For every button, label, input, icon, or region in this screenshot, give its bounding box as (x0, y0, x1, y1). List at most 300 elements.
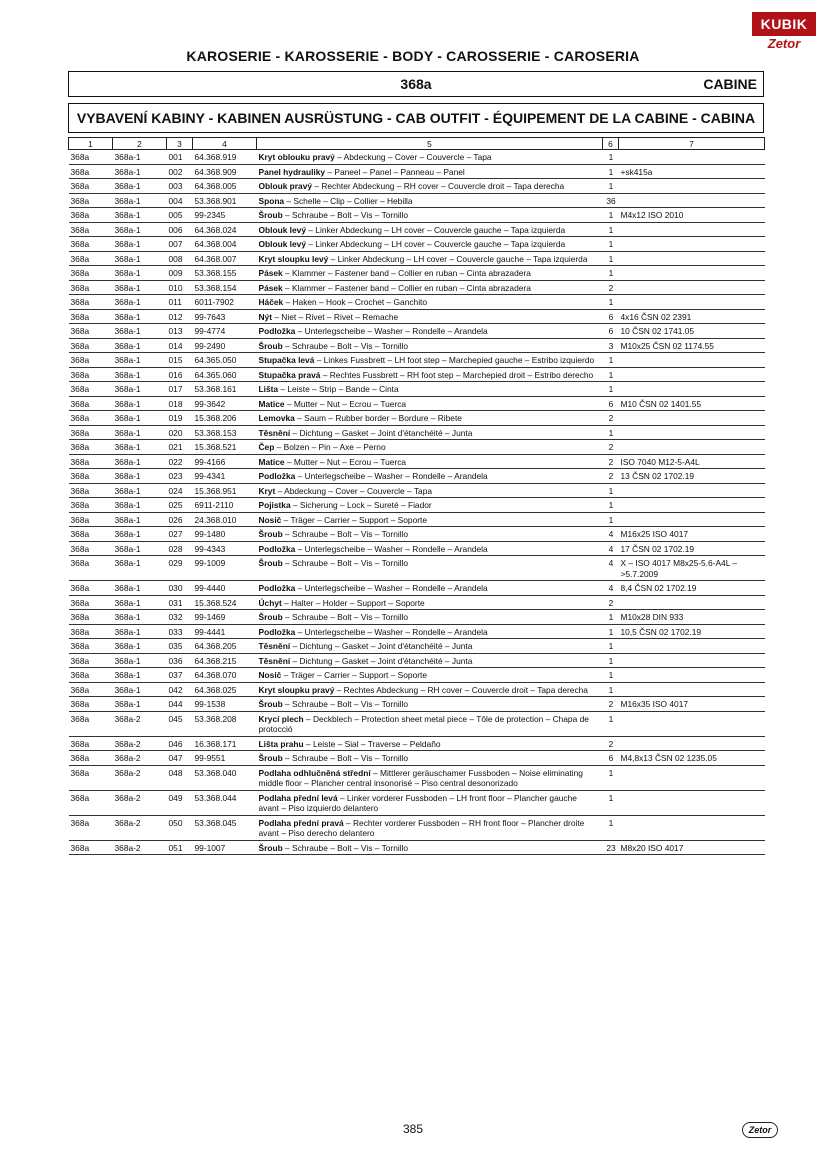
cell-figure: 368a-1 (113, 222, 167, 237)
cell-figure: 368a-1 (113, 581, 167, 596)
cell-figure: 368a-1 (113, 469, 167, 484)
cell-part-number: 15.368.521 (193, 440, 257, 455)
cell-figure: 368a-1 (113, 411, 167, 426)
cell-group: 368a (69, 469, 113, 484)
footer-zetor-logo: Zetor (742, 1122, 778, 1138)
cell-figure: 368a-1 (113, 193, 167, 208)
cell-note (619, 382, 765, 397)
description-name: Podložka (258, 326, 296, 336)
cell-group: 368a (69, 454, 113, 469)
cell-description (257, 309, 603, 324)
table-row (69, 653, 765, 668)
cell-part-number: 99-1469 (193, 610, 257, 625)
cell-figure: 368a-1 (113, 668, 167, 683)
cell-description (257, 411, 603, 426)
cell-part-number: 64.368.024 (193, 222, 257, 237)
description-name: Nosič (258, 670, 282, 680)
cell-group: 368a (69, 280, 113, 295)
cell-group: 368a (69, 751, 113, 766)
cell-note: M10x25 ČSN 02 1174.55 (619, 338, 765, 353)
cell-quantity: 4 (603, 556, 619, 581)
description-name: Oblouk pravý (258, 181, 313, 191)
cell-quantity: 4 (603, 581, 619, 596)
description-name: Šroub (258, 753, 283, 763)
cell-group: 368a (69, 498, 113, 513)
description-name: Matice (258, 456, 285, 467)
description-translations: – Linker vorderer Fussboden – LH front floor – Plancher gauche avant – Piso izquierdo delantero (258, 792, 577, 813)
table-row (69, 295, 765, 310)
cell-note (619, 595, 765, 610)
cell-position: 035 (167, 639, 193, 654)
description-translations: – Mutter – Nut – Ecrou – Tuerca (284, 456, 407, 467)
cell-description (257, 353, 603, 368)
table-row (69, 353, 765, 368)
cell-position: 010 (167, 280, 193, 295)
description-translations: – Schraube – Bolt – Vis – Tornillo (282, 340, 409, 351)
cell-description (257, 425, 603, 440)
description-name: Podložka (258, 626, 296, 637)
cell-description (257, 815, 603, 840)
cell-figure: 368a-1 (113, 353, 167, 368)
description-translations: – Dichtung – Gasket – Joint d'étanchéité – Junta (290, 641, 473, 651)
cell-group: 368a (69, 624, 113, 639)
cell-group: 368a (69, 150, 113, 165)
cell-group: 368a (69, 353, 113, 368)
cell-description (257, 295, 603, 310)
cell-position: 029 (167, 556, 193, 581)
cell-part-number: 99-4440 (193, 581, 257, 596)
cell-description (257, 653, 603, 668)
cell-position: 014 (167, 338, 193, 353)
cell-note: 10 ČSN 02 1741.05 (619, 324, 765, 339)
cell-quantity: 4 (603, 541, 619, 556)
page-number: 385 (402, 1122, 424, 1136)
cell-position: 018 (167, 396, 193, 411)
cell-description (257, 751, 603, 766)
cell-quantity: 2 (603, 736, 619, 751)
table-row (69, 193, 765, 208)
cell-quantity: 1 (603, 164, 619, 179)
table-row (69, 512, 765, 527)
table-row (69, 765, 765, 790)
table-row (69, 541, 765, 556)
cell-position: 003 (167, 179, 193, 194)
cell-position: 004 (167, 193, 193, 208)
cell-quantity: 1 (603, 711, 619, 736)
cell-part-number: 6911-2110 (193, 498, 257, 513)
description-translations: – Bolzen – Pin – Axe – Perno (274, 442, 386, 452)
cell-quantity: 1 (603, 266, 619, 281)
cell-figure: 368a-2 (113, 765, 167, 790)
cell-note (619, 193, 765, 208)
cell-part-number: 64.368.909 (193, 164, 257, 179)
cell-figure: 368a-1 (113, 624, 167, 639)
cell-part-number: 53.368.044 (193, 790, 257, 815)
cell-description (257, 668, 603, 683)
cell-note: M4x12 ISO 2010 (619, 208, 765, 223)
description-name: Šroub (258, 529, 283, 539)
cell-position: 008 (167, 251, 193, 266)
cell-figure: 368a-2 (113, 815, 167, 840)
cell-part-number: 99-1538 (193, 697, 257, 712)
cell-quantity: 2 (603, 469, 619, 484)
table-row (69, 338, 765, 353)
cell-position: 016 (167, 367, 193, 382)
cell-quantity: 1 (603, 624, 619, 639)
cell-description (257, 512, 603, 527)
description-name: Krycí plech (258, 713, 304, 724)
cell-quantity: 1 (603, 382, 619, 397)
cell-quantity: 2 (603, 697, 619, 712)
description-name: Lemovka (258, 413, 295, 423)
description-translations: – Schelle – Clip – Collier – Hebilla (284, 195, 413, 206)
table-row (69, 179, 765, 194)
cell-group: 368a (69, 164, 113, 179)
cell-group: 368a (69, 815, 113, 840)
description-translations: – Paneel – Panel – Panneau – Panel (325, 166, 465, 177)
table-row (69, 367, 765, 382)
cell-position: 024 (167, 483, 193, 498)
table-row (69, 309, 765, 324)
page-title: KAROSERIE - KAROSSERIE - BODY - CAROSSERIE - CAROSERIA (186, 48, 640, 64)
cell-description (257, 237, 603, 252)
cell-position: 009 (167, 266, 193, 281)
cell-note (619, 653, 765, 668)
cell-position: 047 (167, 751, 193, 766)
cell-note: M4,8x13 ČSN 02 1235.05 (619, 751, 765, 766)
description-name: Těsnění (258, 427, 291, 438)
cell-figure: 368a-1 (113, 440, 167, 455)
description-name: Těsnění (258, 655, 291, 666)
cell-quantity: 1 (603, 815, 619, 840)
description-translations: – Rechtes Abdeckung – RH cover – Couvercle droit – Tapa derecha (334, 684, 588, 695)
description-translations: – Haken – Hook – Crochet – Ganchito (283, 297, 428, 307)
cell-position: 001 (167, 150, 193, 165)
cell-position: 048 (167, 765, 193, 790)
description-translations: – Linker Abdeckung – LH cover – Couvercle gauche – Tapa izquierda (328, 253, 588, 264)
cell-description (257, 682, 603, 697)
cell-note (619, 251, 765, 266)
cell-group: 368a (69, 765, 113, 790)
table-row (69, 454, 765, 469)
logo-zetor: Zetor (767, 36, 801, 51)
cell-group: 368a (69, 411, 113, 426)
cell-description (257, 150, 603, 165)
cell-figure: 368a-1 (113, 208, 167, 223)
cell-description (257, 556, 603, 581)
description-translations: – Linker Abdeckung – LH cover – Couvercle gauche – Tapa izquierda (305, 224, 566, 235)
cell-note (619, 765, 765, 790)
cell-note (619, 668, 765, 683)
cell-group: 368a (69, 440, 113, 455)
cell-part-number: 64.368.005 (193, 179, 257, 194)
cell-quantity: 2 (603, 411, 619, 426)
cell-part-number: 64.368.004 (193, 237, 257, 252)
cell-quantity: 6 (603, 751, 619, 766)
cell-group: 368a (69, 595, 113, 610)
cell-note (619, 150, 765, 165)
cell-group: 368a (69, 840, 113, 855)
description-translations: – Träger – Carrier – Support – Soporte (281, 514, 428, 525)
cell-note (619, 711, 765, 736)
cell-position: 051 (167, 840, 193, 855)
cell-quantity: 1 (603, 367, 619, 382)
description-translations: – Rechter Abdeckung – RH cover – Couvercle droit – Tapa derecha (312, 181, 565, 191)
description-translations: – Dichtung – Gasket – Joint d'étanchéité – Junta (290, 655, 473, 666)
cell-figure: 368a-2 (113, 790, 167, 815)
cell-quantity: 1 (603, 790, 619, 815)
cell-part-number: 99-4341 (193, 469, 257, 484)
cell-quantity: 1 (603, 179, 619, 194)
cell-group: 368a (69, 251, 113, 266)
cell-position: 025 (167, 498, 193, 513)
cell-note (619, 280, 765, 295)
description-name: Kryt (258, 485, 276, 496)
description-name: Matice (258, 398, 285, 409)
cell-position: 049 (167, 790, 193, 815)
cell-figure: 368a-1 (113, 483, 167, 498)
cell-part-number: 64.368.007 (193, 251, 257, 266)
table-row (69, 610, 765, 625)
cell-note (619, 736, 765, 751)
cell-figure: 368a-1 (113, 295, 167, 310)
cell-note (619, 483, 765, 498)
cell-group: 368a (69, 338, 113, 353)
cell-part-number: 6011-7902 (193, 295, 257, 310)
cell-note: M10 ČSN 02 1401.55 (619, 396, 765, 411)
cell-figure: 368a-1 (113, 425, 167, 440)
cell-part-number: 16.368.171 (193, 736, 257, 751)
cell-part-number: 99-9551 (193, 751, 257, 766)
logo-kubik: KUBIK (752, 12, 816, 36)
table-row (69, 711, 765, 736)
description-name: Podlaha odhlučněná střední (258, 767, 371, 778)
cell-quantity: 1 (603, 251, 619, 266)
description-name: Háček (258, 297, 284, 307)
cell-group: 368a (69, 324, 113, 339)
cell-quantity: 6 (603, 324, 619, 339)
description-name: Pásek (258, 282, 283, 293)
cell-note: 17 ČSN 02 1702.19 (619, 541, 765, 556)
cell-position: 019 (167, 411, 193, 426)
cell-part-number: 99-7643 (193, 309, 257, 324)
table-row (69, 498, 765, 513)
cell-part-number: 99-1009 (193, 556, 257, 581)
cell-description (257, 736, 603, 751)
cell-quantity: 1 (603, 610, 619, 625)
cell-description (257, 840, 603, 855)
description-name: Nosič (258, 514, 282, 525)
table-row (69, 736, 765, 751)
description-translations: – Abdeckung – Cover – Couvercle – Tapa (275, 485, 433, 496)
cell-part-number: 15.368.951 (193, 483, 257, 498)
cell-figure: 368a-1 (113, 237, 167, 252)
cell-quantity: 4 (603, 527, 619, 542)
table-row (69, 483, 765, 498)
description-translations: – Klammer – Fastener band – Collier en ruban – Cinta abrazadera (282, 282, 531, 293)
description-translations: – Abdeckung – Cover – Couvercle – Tapa (334, 152, 492, 162)
cell-description (257, 581, 603, 596)
description-name: Nýt (258, 311, 272, 322)
description-translations: – Schraube – Bolt – Vis – Tornillo (282, 699, 409, 709)
description-translations: – Unterlegscheibe – Washer – Rondelle – Arandela (295, 583, 488, 593)
cell-note (619, 295, 765, 310)
cell-description (257, 338, 603, 353)
cell-position: 006 (167, 222, 193, 237)
cell-position: 012 (167, 309, 193, 324)
cell-group: 368a (69, 581, 113, 596)
cell-group: 368a (69, 736, 113, 751)
cell-position: 007 (167, 237, 193, 252)
cell-part-number: 53.368.901 (193, 193, 257, 208)
cell-description (257, 367, 603, 382)
cell-group: 368a (69, 425, 113, 440)
cell-note (619, 179, 765, 194)
cell-description (257, 765, 603, 790)
cell-figure: 368a-1 (113, 382, 167, 397)
cell-quantity: 1 (603, 222, 619, 237)
subtitle: VYBAVENÍ KABINY - KABINEN AUSRÜSTUNG - CAB OUTFIT - ÉQUIPEMENT DE LA CABINE - CABINA (76, 110, 756, 126)
cell-part-number: 53.368.153 (193, 425, 257, 440)
cell-figure: 368a-1 (113, 595, 167, 610)
cell-description (257, 483, 603, 498)
cell-part-number: 64.365.050 (193, 353, 257, 368)
table-row (69, 251, 765, 266)
cell-note (619, 815, 765, 840)
column-header: 3 (167, 138, 193, 150)
cell-group: 368a (69, 668, 113, 683)
cell-part-number: 53.368.155 (193, 266, 257, 281)
table-row (69, 668, 765, 683)
cell-note (619, 353, 765, 368)
cell-figure: 368a-2 (113, 736, 167, 751)
cell-figure: 368a-1 (113, 396, 167, 411)
description-name: Stupačka pravá (258, 369, 321, 380)
cell-description (257, 266, 603, 281)
cell-figure: 368a-2 (113, 711, 167, 736)
cell-description (257, 251, 603, 266)
parts-table (68, 137, 765, 855)
cell-quantity: 1 (603, 639, 619, 654)
cell-group: 368a (69, 512, 113, 527)
cell-figure: 368a-1 (113, 338, 167, 353)
description-translations: – Saum – Rubber border – Bordure – Ribete (294, 413, 462, 423)
description-name: Úchyt (258, 597, 282, 608)
cell-position: 046 (167, 736, 193, 751)
cell-description (257, 697, 603, 712)
table-row (69, 682, 765, 697)
cell-part-number: 53.368.208 (193, 711, 257, 736)
cell-description (257, 790, 603, 815)
description-name: Stupačka levá (258, 355, 315, 365)
cell-figure: 368a-1 (113, 697, 167, 712)
cell-position: 033 (167, 624, 193, 639)
column-header: 6 (603, 138, 619, 150)
description-translations: – Niet – Rivet – Rivet – Remache (272, 311, 399, 322)
cell-description (257, 610, 603, 625)
cell-description (257, 639, 603, 654)
cell-quantity: 23 (603, 840, 619, 855)
description-name: Lišta (258, 384, 279, 394)
cell-note: 13 ČSN 02 1702.19 (619, 469, 765, 484)
cell-position: 005 (167, 208, 193, 223)
cell-group: 368a (69, 309, 113, 324)
cell-part-number: 99-2490 (193, 338, 257, 353)
description-name: Oblouk levý (258, 224, 306, 235)
description-translations: – Sicherung – Lock – Sureté – Fiador (290, 500, 432, 510)
cell-quantity: 1 (603, 208, 619, 223)
description-name: Panel hydrauliky (258, 166, 326, 177)
cell-note: +sk415a (619, 164, 765, 179)
cell-figure: 368a-1 (113, 527, 167, 542)
cell-note (619, 425, 765, 440)
column-header: 1 (69, 138, 113, 150)
description-name: Kryt oblouku pravý (258, 152, 335, 162)
cell-position: 023 (167, 469, 193, 484)
cell-group: 368a (69, 653, 113, 668)
cell-part-number: 99-2345 (193, 208, 257, 223)
cell-figure: 368a-1 (113, 556, 167, 581)
cell-group: 368a (69, 295, 113, 310)
cell-group: 368a (69, 396, 113, 411)
cell-position: 026 (167, 512, 193, 527)
cell-quantity: 1 (603, 512, 619, 527)
cell-description (257, 280, 603, 295)
cell-figure: 368a-1 (113, 367, 167, 382)
description-translations: – Unterlegscheibe – Washer – Rondelle – Arandela (295, 326, 488, 336)
cell-part-number: 99-4774 (193, 324, 257, 339)
cell-part-number: 53.368.161 (193, 382, 257, 397)
cell-figure: 368a-1 (113, 610, 167, 625)
description-translations: – Leiste – Sial – Traverse – Peldaño (303, 738, 441, 749)
description-translations: – Unterlegscheibe – Washer – Rondelle – Arandela (295, 626, 488, 637)
cell-note (619, 266, 765, 281)
table-row (69, 396, 765, 411)
cell-quantity: 2 (603, 595, 619, 610)
cell-position: 030 (167, 581, 193, 596)
cell-position: 022 (167, 454, 193, 469)
cell-quantity: 1 (603, 295, 619, 310)
description-translations: – Träger – Carrier – Support – Soporte (281, 670, 428, 680)
cell-position: 037 (167, 668, 193, 683)
cell-group: 368a (69, 208, 113, 223)
description-name: Pojistka (258, 500, 291, 510)
cell-part-number: 99-1007 (193, 840, 257, 855)
table-row (69, 815, 765, 840)
cell-description (257, 624, 603, 639)
description-name: Čep (258, 442, 275, 452)
cell-note (619, 411, 765, 426)
cell-description (257, 193, 603, 208)
table-row (69, 751, 765, 766)
cell-part-number: 64.368.919 (193, 150, 257, 165)
cell-group: 368a (69, 179, 113, 194)
cell-note (619, 222, 765, 237)
description-translations: – Schraube – Bolt – Vis – Tornillo (282, 210, 409, 220)
cell-figure: 368a-1 (113, 541, 167, 556)
cell-position: 028 (167, 541, 193, 556)
cell-position: 045 (167, 711, 193, 736)
cell-figure: 368a-1 (113, 653, 167, 668)
cell-figure: 368a-1 (113, 309, 167, 324)
cell-group: 368a (69, 682, 113, 697)
table-row (69, 411, 765, 426)
cell-position: 044 (167, 697, 193, 712)
description-name: Pásek (258, 268, 283, 278)
table-row (69, 639, 765, 654)
cell-description (257, 541, 603, 556)
description-translations: – Schraube – Bolt – Vis – Tornillo (282, 529, 409, 539)
